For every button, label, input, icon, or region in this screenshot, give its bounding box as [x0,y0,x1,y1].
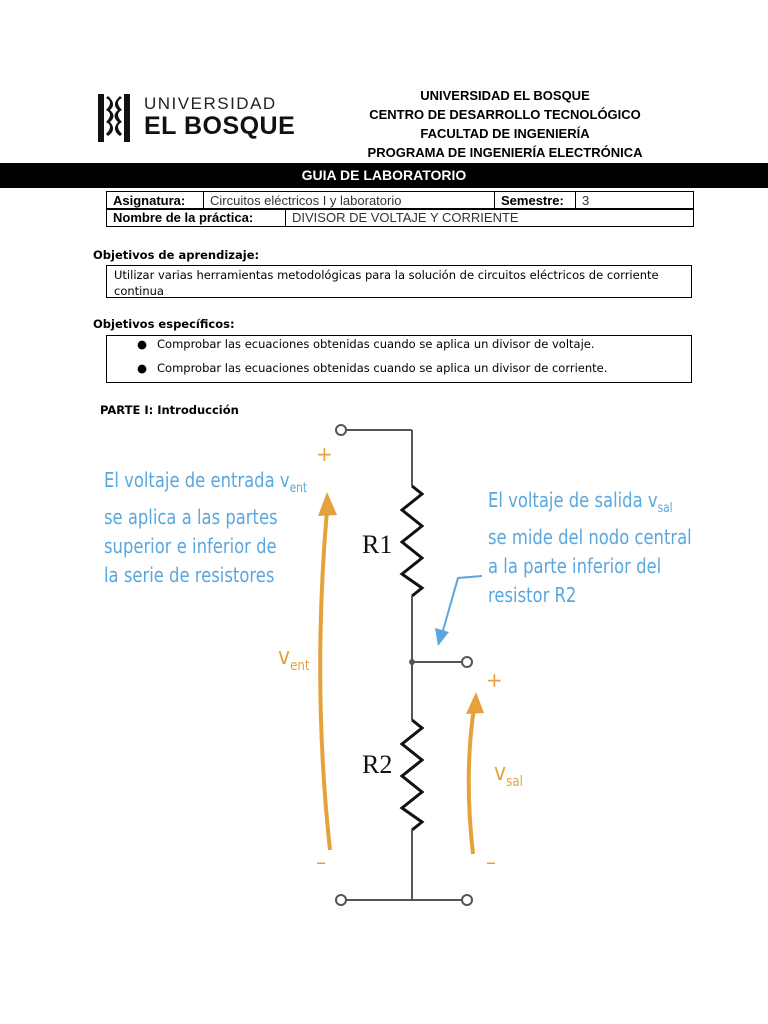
r2-resistor [402,720,422,830]
header-line4: PROGRAMA DE INGENIERÍA ELECTRÓNICA [367,145,643,160]
vent-label: $v_{ent}$ [278,642,310,674]
asignatura-label: Asignatura: [107,192,204,210]
bullet-icon: ● [137,361,148,375]
header-line2: CENTRO DE DESARROLLO TECNOLÓGICO [369,107,641,122]
top-terminal [336,425,346,435]
pointer-arrow [442,576,482,634]
vsal-minus-sign: – [486,850,496,874]
practice-name-table [106,208,694,227]
pointer-arrowhead-icon [435,628,449,646]
aprendizaje-box [106,265,692,298]
bullet-icon: ● [137,337,148,351]
semestre-value: 3 [576,192,694,210]
objective-text: Comprobar las ecuaciones obtenidas cuando se aplica un divisor de corriente. [157,361,608,375]
vent-arrow [320,510,330,850]
objective-text: Comprobar las ecuaciones obtenidas cuando se aplica un divisor de voltaje. [157,337,595,351]
crest-icon [94,92,134,144]
table-row [107,192,694,210]
document-header [340,86,670,162]
header-line3: FACULTAD DE INGENIERÍA [420,126,590,141]
r2-label: R2 [362,750,393,779]
node-dot [410,660,414,664]
r1-label: R1 [362,530,393,559]
header-line1: UNIVERSIDAD EL BOSQUE [420,88,590,103]
semestre-label: Semestre: [495,192,576,210]
bottom-right-terminal [462,895,472,905]
asignatura-value: Circuitos eléctricos I y laboratorio [204,192,495,210]
logo-line2: EL BOSQUE [144,112,296,140]
voltage-divider-diagram [90,420,710,920]
aprendizaje-title: Objetivos de aprendizaje: [93,248,260,262]
especificos-title: Objetivos específicos: [93,317,235,331]
right-description: El voltaje de salida $v_{sal}$ se mide del nodo central a la parte inferior del resistor R2 [488,488,692,607]
vent-minus-sign: – [316,850,326,874]
table-row [107,209,694,227]
vsal-arrowhead-icon [466,692,484,714]
aprendizaje-line1: Utilizar varias herramientas metodológicas para la solución de circuitos eléctricos de corriente [114,268,659,282]
parte1-title: PARTE I: Introducción [100,403,239,417]
practica-label: Nombre de la práctica: [107,209,286,227]
practica-value: DIVISOR DE VOLTAJE Y CORRIENTE [286,209,694,227]
logo-line1: UNIVERSIDAD [144,94,277,113]
guide-banner: GUIA DE LABORATORIO [0,163,768,188]
r1-resistor [402,486,422,596]
university-logo [94,92,294,144]
vsal-arrow [469,708,474,854]
vsal-plus-sign: + [486,668,503,692]
aprendizaje-line2: continua [114,284,164,298]
bottom-left-terminal [336,895,346,905]
vent-plus-sign: + [316,442,333,466]
list-item [137,337,595,351]
list-item [137,361,607,375]
left-description: El voltaje de entrada $v_{ent}$ se aplica a las partes superior e inferior de la serie de resistores [104,468,308,587]
vent-arrowhead-icon [318,492,337,516]
especificos-box [106,335,692,383]
middle-terminal [462,657,472,667]
vsal-label: $v_{sal}$ [494,758,523,790]
